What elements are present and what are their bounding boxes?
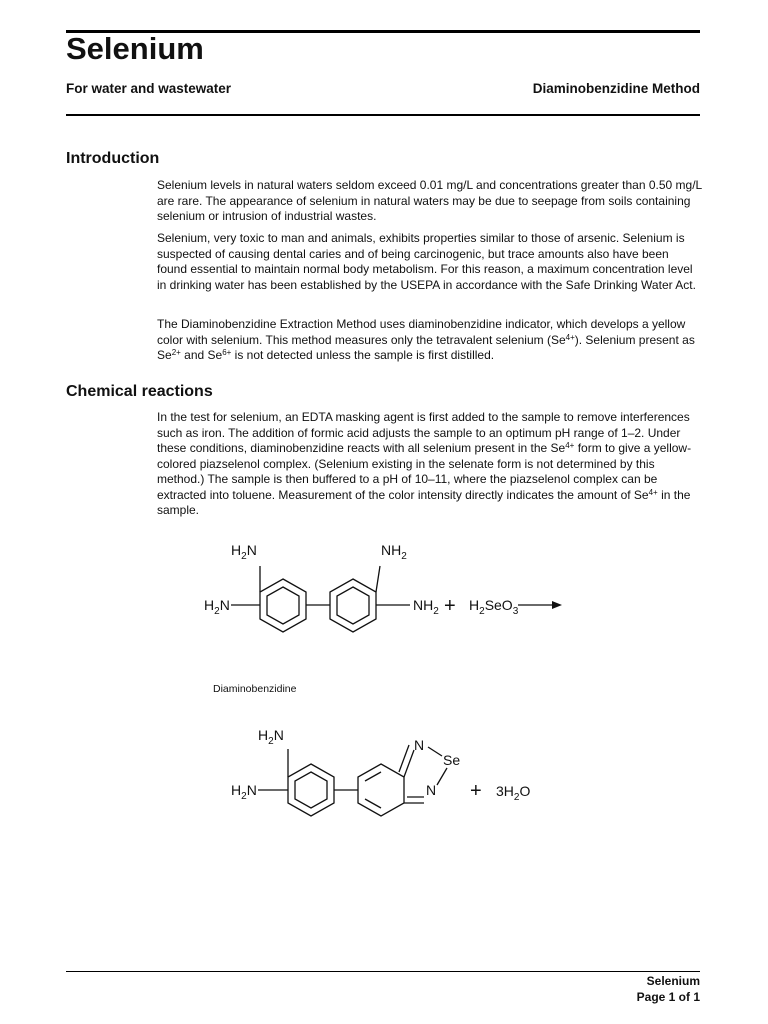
intro-paragraph-3: The Diaminobenzidine Extraction Method uses diaminobenzidine indicator, which develops a yellow color with selenium. This method measures only the tetravalent selenium $(Se^{4+})$. Selenium present as $Se^{2+}$ and $Se^{6+}$ is not detected unless the sample is first distilled. xyxy=(157,317,695,362)
bond-amine-top-right xyxy=(376,566,380,592)
footer-rule xyxy=(66,971,700,972)
footer-document-name: Selenium xyxy=(646,974,700,988)
bond-se-n-bottom xyxy=(437,768,447,785)
bond-n-top-se xyxy=(428,747,442,756)
section-heading-chemical-reactions: Chemical reactions xyxy=(66,383,213,400)
subtitle-left: For water and wastewater xyxy=(66,81,232,96)
amine-label-right: $NH_2$ xyxy=(413,597,439,617)
product-inner-bond-2 xyxy=(365,799,381,808)
amine-label-top-right: $NH_2$ xyxy=(381,542,407,562)
amine-label-top-left: $H_2N$ xyxy=(231,542,257,562)
nitrogen-label-bottom: N xyxy=(426,782,437,798)
document-title: Selenium xyxy=(66,31,204,66)
product-ring-right xyxy=(358,764,404,816)
subtitle-right: Diaminobenzidine Method xyxy=(532,81,700,96)
benzene-ring-inner-left xyxy=(267,587,299,624)
water-label: $3H_2O$ xyxy=(496,783,531,803)
section-heading-introduction: Introduction xyxy=(66,150,160,167)
product-amine-label-left: $H_2N$ xyxy=(231,782,257,802)
reaction-arrow-head xyxy=(552,601,562,609)
plus-sign-1: + xyxy=(444,595,456,617)
selenous-acid-label: $H_2SeO_3$ xyxy=(469,597,519,617)
nitrogen-label-top: N xyxy=(414,737,425,753)
benzene-ring-inner-right xyxy=(337,587,369,624)
diaminobenzidine-label: Diaminobenzidine xyxy=(213,683,297,695)
piazselenol-structure xyxy=(258,745,447,816)
plus-sign-2: + xyxy=(470,780,482,802)
footer-page-number: Page 1 of 1 xyxy=(636,990,700,1004)
amine-label-left: $H_2N$ xyxy=(204,597,230,617)
product-inner-bond-1 xyxy=(365,772,381,781)
intro-paragraph-1: Selenium levels in natural waters seldom exceed 0.01 mg/L and concentrations greater than 0.50 mg/L are rare. The appearance of selenium in natural waters may be due to seepage from soils containing selenium or intrusion of industrial wastes. xyxy=(157,178,702,223)
product-amine-label-top: $H_2N$ xyxy=(258,727,284,747)
product-ring-inner-left xyxy=(295,772,327,808)
selenium-label: Se xyxy=(443,752,461,768)
intro-paragraph-2: Selenium, very toxic to man and animals, exhibits properties similar to those of arsenic. Selenium is suspected of causing dental caries and of being carcinogenic, but trace amounts also have been found essential to maintain normal body metabolism. For this reason, a maximum concentration level in drinking water has been established by the USEPA in accordance with the Safe Drinking Water Act. xyxy=(157,231,696,292)
reactions-paragraph: In the test for selenium, an EDTA masking agent is first added to the sample to remove interferences such as iron. The addition of formic acid adjusts the sample to an optimum pH range of 1–2. Under these conditions, diaminobenzidine reacts with all selenium present in the $Se^{4+}$ form to give a yellow-colored piazselenol complex. (Selenium existing in the selenate form is not determined by this method.) The sample is then buffered to a pH of 10–11, where the piazselenol complex can be extracted into toluene. Measurement of the color intensity directly indicates the amount of $Se^{4+}$ in the sample. xyxy=(157,410,692,517)
